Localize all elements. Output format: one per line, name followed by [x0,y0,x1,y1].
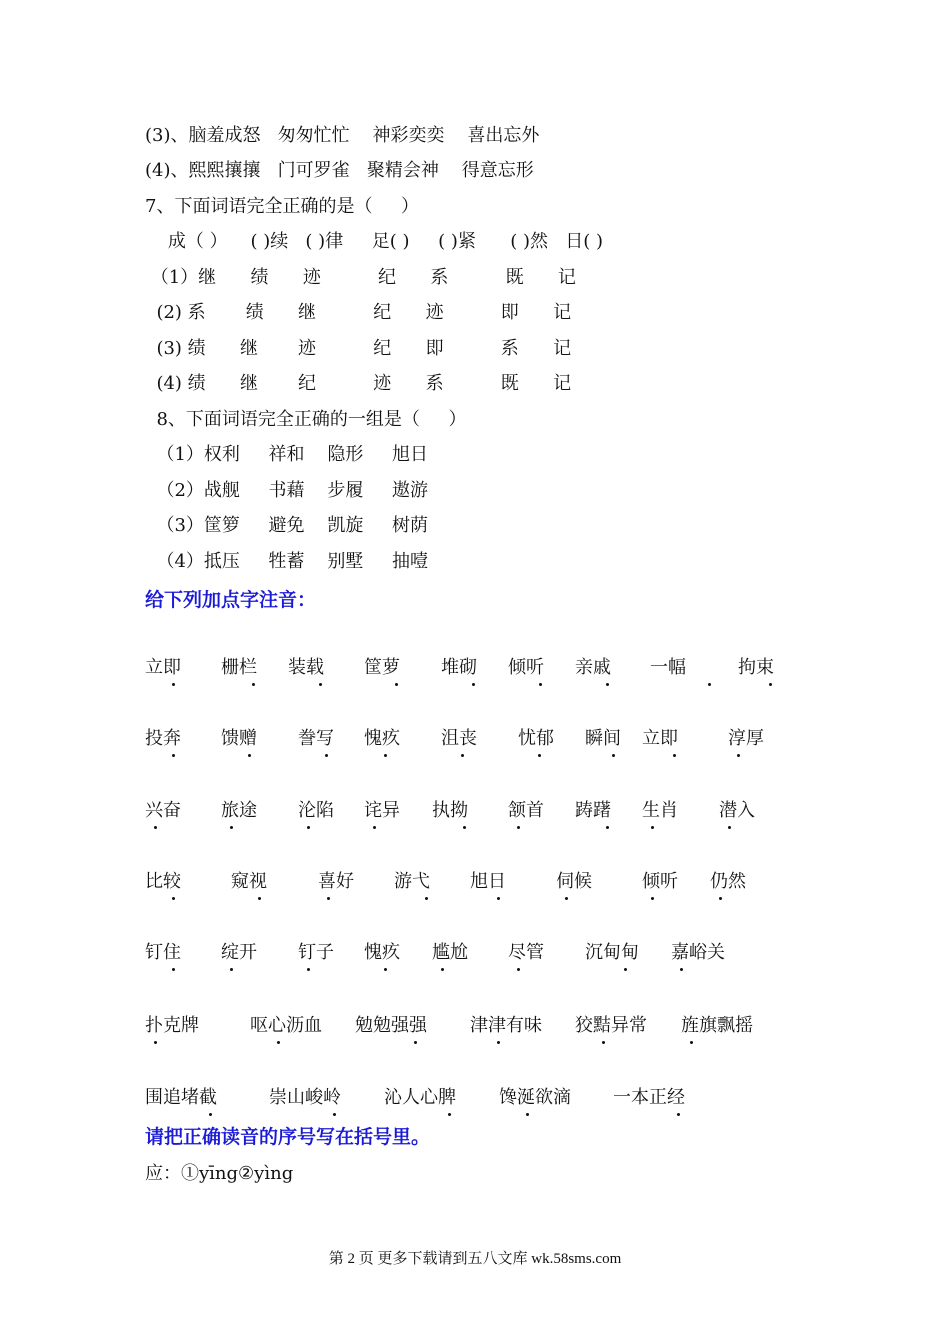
emphasis-dot [154,826,157,829]
emphasis-dot [414,1041,417,1044]
emphasis-dot [624,968,627,971]
emphasis-dot [680,968,683,971]
page-footer: 第 2 页 更多下载请到五八文库 wk.58sms.com [328,1251,622,1267]
pinyin-word: 愧疚 [364,941,400,965]
question-line: （1）权利 祥和 隐形 旭日 [145,444,428,465]
emphasis-dot [677,1113,680,1116]
word-row [0,941,950,971]
section-heading: 请把正确读音的序号写在括号里。 [145,1126,431,1148]
emphasis-dot [209,1113,212,1116]
emphasis-dot [708,683,711,686]
pinyin-word: 沮丧 [441,727,477,751]
pinyin-word: 颔首 [508,799,544,823]
emphasis-dot [602,1041,605,1044]
pinyin-word: 绽开 [221,941,257,965]
emphasis-dot [526,1113,529,1116]
pinyin-word: 旅途 [221,799,257,823]
pinyin-word: 筐萝 [364,656,400,680]
pinyin-word: 勉勉强强 [355,1014,427,1038]
emphasis-dot [230,826,233,829]
question-line: (2) 系 绩 继 纪 迹 即 记 [145,302,572,323]
pinyin-word: 装载 [288,656,324,680]
pinyin-word: 钉子 [298,941,334,965]
emphasis-dot [277,1041,280,1044]
pinyin-word: 一幅 [650,656,686,680]
word-row [0,870,950,900]
emphasis-dot [172,897,175,900]
emphasis-dot [258,897,261,900]
emphasis-dot [538,754,541,757]
emphasis-dot [497,1041,500,1044]
word-row [0,727,950,757]
emphasis-dot [690,1041,693,1044]
emphasis-dot [612,754,615,757]
pinyin-word: 比较 [145,870,181,894]
emphasis-dot [463,826,466,829]
question-line: 8、下面词语完全正确的一组是（ ） [145,409,467,430]
emphasis-dot [539,683,542,686]
pinyin-word: 围追堵截 [145,1086,217,1110]
question-line: 成（ ） ( )续 ( )律 足( ) ( )紧 ( )然 日( ) [145,231,603,252]
emphasis-dot [384,754,387,757]
pinyin-word: 踌躇 [575,799,611,823]
emphasis-dot [307,968,310,971]
pronunciation-line: 应：①yīng②yìng [145,1163,294,1184]
emphasis-dot [172,754,175,757]
pinyin-word: 沁人心脾 [384,1086,456,1110]
emphasis-dot [651,897,654,900]
emphasis-dot [769,683,772,686]
emphasis-dot [606,826,609,829]
pinyin-word: 仍然 [710,870,746,894]
emphasis-dot [606,683,609,686]
pinyin-word: 窥视 [231,870,267,894]
pinyin-word: 馋涎欲滴 [499,1086,571,1110]
emphasis-dot [327,897,330,900]
pinyin-word: 倾听 [642,870,678,894]
word-row [0,1014,950,1044]
emphasis-dot [395,683,398,686]
emphasis-dot [373,826,376,829]
word-row [0,656,950,686]
emphasis-dot [651,826,654,829]
pinyin-word: 扑克牌 [145,1014,199,1038]
pinyin-word: 拘束 [738,656,774,680]
question-line: (4)、熙熙攘攘 门可罗雀 聚精会神 得意忘形 [145,160,534,181]
question-line: (3)、脑羞成怒 匆匆忙忙 神彩奕奕 喜出忘外 [145,125,540,146]
pinyin-word: 伺候 [556,870,592,894]
pinyin-word: 钉住 [145,941,181,965]
emphasis-dot [472,683,475,686]
emphasis-dot [154,1041,157,1044]
emphasis-dot [333,1113,336,1116]
pinyin-word: 尴尬 [432,941,468,965]
emphasis-dot [252,683,255,686]
emphasis-dot [461,754,464,757]
pinyin-word: 沉甸甸 [585,941,639,965]
question-line: （4）抵压 牲蓄 别墅 抽噎 [145,551,428,572]
emphasis-dot [517,826,520,829]
pinyin-word: 栅栏 [221,656,257,680]
word-row [0,799,950,829]
emphasis-dot [248,754,251,757]
pinyin-word: 津津有味 [470,1014,542,1038]
emphasis-dot [172,683,175,686]
emphasis-dot [565,897,568,900]
pinyin-word: 立即 [145,656,181,680]
question-line: （2）战舰 书藉 步履 遨游 [145,480,428,501]
pinyin-word: 执拗 [432,799,468,823]
emphasis-dot [737,754,740,757]
pinyin-word: 旭日 [470,870,506,894]
emphasis-dot [728,826,731,829]
pinyin-word: 一本正经 [613,1086,685,1110]
pinyin-word: 游弋 [394,870,430,894]
emphasis-dot [425,897,428,900]
pinyin-word: 瞬间 [585,727,621,751]
pinyin-word: 尽管 [508,941,544,965]
pinyin-word: 立即 [642,727,678,751]
question-line: （3）筐箩 避免 凯旋 树荫 [145,515,428,536]
pinyin-word: 誊写 [298,727,334,751]
emphasis-dot [325,754,328,757]
question-line: （1）继 绩 迹 纪 系 既 记 [145,267,576,288]
pinyin-word: 崇山峻岭 [269,1086,341,1110]
word-row [0,1086,950,1116]
question-line: 7、下面词语完全正确的是（ ） [145,196,420,217]
pinyin-word: 投奔 [145,727,181,751]
emphasis-dot [448,1113,451,1116]
pinyin-word: 倾听 [508,656,544,680]
emphasis-dot [230,968,233,971]
pinyin-word: 旌旗飘摇 [681,1014,753,1038]
emphasis-dot [517,968,520,971]
emphasis-dot [719,897,722,900]
section-heading: 给下列加点字注音： [145,589,317,611]
emphasis-dot [384,968,387,971]
pinyin-word: 堆砌 [441,656,477,680]
emphasis-dot [307,826,310,829]
question-line: (4) 绩 继 纪 迹 系 既 记 [145,373,572,394]
pinyin-word: 诧异 [364,799,400,823]
emphasis-dot [441,968,444,971]
pinyin-word: 沦陷 [298,799,334,823]
emphasis-dot [673,754,676,757]
emphasis-dot [497,897,500,900]
pinyin-word: 愧疚 [364,727,400,751]
pinyin-word: 生肖 [642,799,678,823]
pinyin-word: 馈赠 [221,727,257,751]
pinyin-word: 潜入 [719,799,755,823]
pinyin-word: 嘉峪关 [671,941,725,965]
pinyin-word: 忧郁 [518,727,554,751]
pinyin-word: 亲戚 [575,656,611,680]
pinyin-word: 淳厚 [728,727,764,751]
pinyin-word: 呕心沥血 [250,1014,322,1038]
pinyin-word: 兴奋 [145,799,181,823]
emphasis-dot [172,968,175,971]
pinyin-word: 喜好 [318,870,354,894]
emphasis-dot [319,683,322,686]
pinyin-word: 狡黠异常 [575,1014,647,1038]
question-line: (3) 绩 继 迹 纪 即 系 记 [145,338,572,359]
